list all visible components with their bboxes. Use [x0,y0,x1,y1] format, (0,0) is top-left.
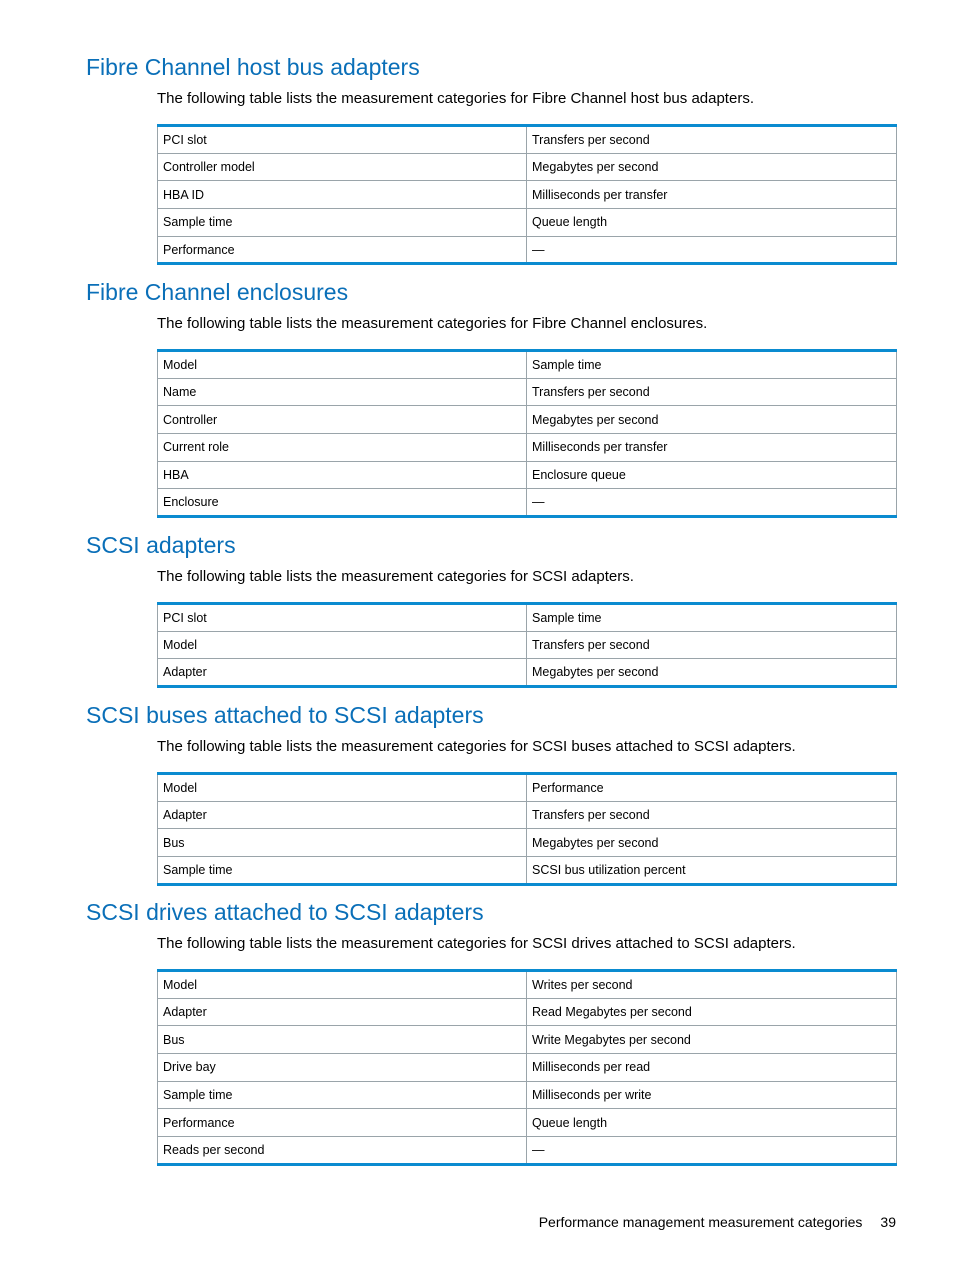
table-cell: Bus [158,1026,527,1054]
table-cell: Bus [158,829,527,857]
table-cell: Transfers per second [527,631,897,659]
table-cell: Performance [158,1109,527,1137]
section-heading: Fibre Channel host bus adapters [86,54,420,80]
section-heading: Fibre Channel enclosures [86,279,349,305]
table-cell: Milliseconds per transfer [527,434,897,462]
section-intro: The following table lists the measurement categories for SCSI buses attached to SCSI adapters. [157,738,796,755]
table-cell: Performance [527,774,897,802]
table-cell: Performance [158,236,527,264]
table-cell: HBA [158,461,527,489]
table-cell: Adapter [158,801,527,829]
table-row [158,489,897,517]
table-row [158,1081,897,1109]
section-intro: The following table lists the measurement categories for SCSI adapters. [157,568,634,585]
table-row [158,829,897,857]
table-row [158,971,897,999]
table-cell: Controller [158,406,527,434]
table-row [158,659,897,687]
table-cell: Sample time [527,351,897,379]
table-cell: PCI slot [158,604,527,632]
table-cell: Sample time [158,209,527,237]
table-cell: — [527,1137,897,1165]
table-row [158,631,897,659]
table-row [158,126,897,154]
table-cell: Transfers per second [527,126,897,154]
table-cell: Write Megabytes per second [527,1026,897,1054]
measurement-table [157,969,897,1166]
table-cell: Adapter [158,659,527,687]
table-cell: Current role [158,434,527,462]
table-cell: SCSI bus utilization percent [527,857,897,885]
measurement-table [157,124,897,265]
table-cell: Model [158,971,527,999]
table-row [158,857,897,885]
table-cell: Model [158,774,527,802]
table-cell: Megabytes per second [527,153,897,181]
table-cell: — [527,489,897,517]
table-row [158,351,897,379]
table-cell: Queue length [527,209,897,237]
table-cell: Megabytes per second [527,659,897,687]
section-intro: The following table lists the measurement categories for SCSI drives attached to SCSI adapters. [157,935,796,952]
table-cell: Name [158,378,527,406]
table-cell: Milliseconds per transfer [527,181,897,209]
table-row [158,774,897,802]
table-cell: — [527,236,897,264]
table-cell: Milliseconds per read [527,1054,897,1082]
table-cell: HBA ID [158,181,527,209]
table-cell: Adapter [158,998,527,1026]
measurement-table [157,349,897,518]
table-row [158,236,897,264]
table-cell: Milliseconds per write [527,1081,897,1109]
table-cell: PCI slot [158,126,527,154]
table-cell: Writes per second [527,971,897,999]
table-cell: Enclosure queue [527,461,897,489]
section-heading: SCSI buses attached to SCSI adapters [86,702,484,728]
table-cell: Sample time [527,604,897,632]
table-cell: Sample time [158,1081,527,1109]
table-cell: Drive bay [158,1054,527,1082]
footer-title: Performance management measurement categories [538,1214,863,1230]
section-intro: The following table lists the measurement categories for Fibre Channel host bus adapters. [157,90,754,107]
table-cell: Reads per second [158,1137,527,1165]
measurement-table [157,772,897,886]
table-row [158,1026,897,1054]
table-cell: Enclosure [158,489,527,517]
section-heading: SCSI adapters [86,532,236,558]
table-cell: Model [158,351,527,379]
table-cell: Transfers per second [527,378,897,406]
table-row [158,998,897,1026]
table-row [158,181,897,209]
table-cell: Read Megabytes per second [527,998,897,1026]
table-cell: Queue length [527,1109,897,1137]
table-row [158,209,897,237]
page-number: 39 [880,1214,896,1230]
page-footer [539,1214,896,1230]
section-heading: SCSI drives attached to SCSI adapters [86,899,484,925]
table-row [158,604,897,632]
table-row [158,434,897,462]
table-row [158,153,897,181]
table-row [158,378,897,406]
table-row [158,1054,897,1082]
table-cell: Megabytes per second [527,829,897,857]
section-intro: The following table lists the measurement categories for Fibre Channel enclosures. [157,315,708,332]
table-cell: Megabytes per second [527,406,897,434]
table-row [158,406,897,434]
table-cell: Sample time [158,857,527,885]
table-cell: Transfers per second [527,801,897,829]
table-row [158,461,897,489]
table-cell: Model [158,631,527,659]
measurement-table [157,602,897,688]
table-row [158,801,897,829]
table-cell: Controller model [158,153,527,181]
table-row [158,1137,897,1165]
table-row [158,1109,897,1137]
